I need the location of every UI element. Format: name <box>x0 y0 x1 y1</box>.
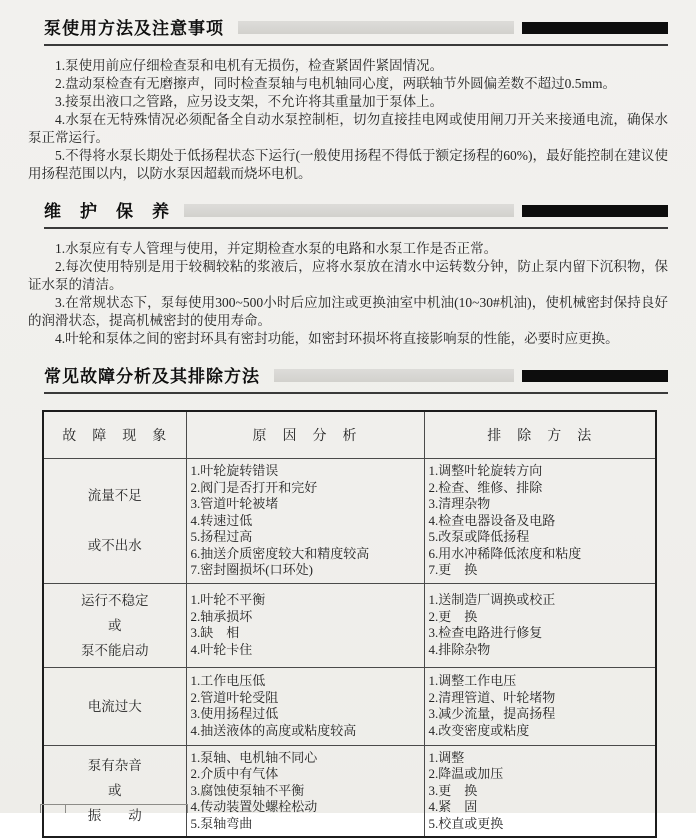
cell-line: 3.腐蚀使泵轴不平衡 <box>190 782 305 798</box>
paragraph: 1.泵使用前应仔细检查泵和电机有无损伤，检查紧固件紧固情况。 <box>55 58 444 73</box>
fault-phenomenon-cell <box>43 459 186 584</box>
cell-line: 或 <box>108 617 122 633</box>
decorative-black-bar <box>522 370 668 382</box>
table-row <box>43 583 656 667</box>
decorative-gray-bar <box>274 369 514 382</box>
cell-line: 2.阀门是否打开和完好 <box>190 479 318 495</box>
cause-analysis-cell <box>186 459 424 584</box>
maintenance-paragraphs <box>28 240 668 348</box>
cell-line: 泵不能启动 <box>81 642 149 658</box>
section-title: 泵使用方法及注意事项 <box>44 19 224 38</box>
section-title: 维 护 保 养 <box>44 202 170 221</box>
cell-line <box>48 508 182 533</box>
cell-line: 5.扬程过高 <box>190 529 253 544</box>
table-row <box>43 459 656 584</box>
fault-phenomenon-cell <box>43 667 186 745</box>
cell-line: 2.轴承损坏 <box>190 608 253 624</box>
cell-line: 振 动 <box>87 808 142 824</box>
cell-line: 5.改泵或降低扬程 <box>428 529 530 544</box>
cell-line: 4.排除杂物 <box>428 641 491 657</box>
cell-line: 或 <box>108 783 122 799</box>
paragraph: 3.在常规状态下，泵每使用300~500小时后应加注或更换油室中机油(10~30#机油)，使机械密封保持良好的润滑状态，提高机械密封的使用寿命。 <box>28 295 668 328</box>
cell-line: 2.介质中有气体 <box>190 766 279 781</box>
paragraph: 3.接泵出液口之管路，应另设支架，不允许将其重量加于泵体上。 <box>55 94 444 109</box>
cell-line: 泵有杂音 <box>87 758 142 774</box>
cell-line: 3.更 换 <box>428 782 478 798</box>
section-title: 常见故障分析及其排除方法 <box>44 367 260 386</box>
header-underline <box>44 44 668 46</box>
decorative-black-bar <box>522 205 668 217</box>
cell-line: 4.传动装置处螺栓松动 <box>190 799 318 814</box>
decorative-gray-bar <box>238 21 514 34</box>
cell-line: 4.叶轮卡住 <box>190 641 253 657</box>
column-header-remedy: 排 除 方 法 <box>424 411 656 459</box>
cell-line: 7.更 换 <box>428 562 478 577</box>
column-header-phenomenon: 故 障 现 象 <box>43 411 186 459</box>
header-underline <box>44 392 668 394</box>
paragraph: 4.叶轮和泵体之间的密封环具有密封功能，如密封环损坏将直接影响泵的性能，必要时应更换。 <box>55 331 619 346</box>
paragraph: 4.水泵在无特殊情况必须配备全自动水泵控制柜，切勿直接挂电网或使用闸刀开关来接通电流，确保水泵正常运行。 <box>28 112 668 145</box>
cell-line: 4.检查电器设备及电路 <box>428 512 556 528</box>
cell-line: 2.检查、维修、排除 <box>428 479 543 495</box>
paragraph: 2.每次使用特别是用于较稠较粘的浆液后，应将水泵放在清水中运转数分钟，防止泵内留下沉积物，保证水泵的清洁。 <box>28 259 668 292</box>
cell-line: 电流过大 <box>87 698 142 714</box>
cell-line: 或不出水 <box>87 538 142 554</box>
cell-line: 3.缺 相 <box>190 625 240 640</box>
cell-line: 3.清理杂物 <box>428 496 491 511</box>
cell-line: 1.泵轴、电机轴不同心 <box>190 749 318 765</box>
remedy-cell <box>424 667 656 745</box>
decorative-gray-bar <box>184 204 514 217</box>
fault-phenomenon-cell <box>43 745 186 837</box>
cell-line: 运行不稳定 <box>81 592 149 608</box>
paragraph: 2.盘动泵检查有无磨擦声，同时检查泵轴与电机轴同心度，两联轴节外圆偏差数不超过0.5mm。 <box>55 76 617 91</box>
cell-line: 2.更 换 <box>428 608 478 624</box>
header-underline <box>44 227 668 229</box>
cell-line: 1.叶轮旋转错误 <box>190 463 279 478</box>
cell-line: 2.管道叶轮受阻 <box>190 689 279 705</box>
remedy-cell <box>424 459 656 584</box>
cell-line: 4.转速过低 <box>190 512 253 528</box>
cell-line: 1.叶轮不平衡 <box>190 592 266 607</box>
paragraph: 5.不得将水泵长期处于低扬程状态下运行(一般使用扬程不得低于额定扬程的60%)，最好能控制在建议使用扬程范围以内，以防水泵因超载而烧坏电机。 <box>28 148 668 181</box>
cell-line: 2.降温或加压 <box>428 766 504 781</box>
cause-analysis-cell <box>186 583 424 667</box>
cause-analysis-cell <box>186 745 424 837</box>
cell-line: 3.减少流量，提高扬程 <box>428 706 556 721</box>
cell-line: 5.泵轴弯曲 <box>190 815 253 831</box>
partial-box-divider <box>65 805 66 813</box>
cell-line: 1.调整叶轮旋转方向 <box>428 463 543 478</box>
remedy-cell <box>424 745 656 837</box>
cell-line: 4.改变密度或粘度 <box>428 722 530 738</box>
paragraph: 1.水泵应有专人管理与使用，并定期检查水泵的电路和水泵工作是否正常。 <box>55 241 498 256</box>
fault-table-body <box>43 459 656 838</box>
table-row <box>43 745 656 837</box>
decorative-black-bar <box>522 22 668 34</box>
cell-line: 7.密封圈损坏(口环处) <box>190 562 313 577</box>
column-header-cause: 原 因 分 析 <box>186 411 424 459</box>
cell-line: 3.使用扬程过低 <box>190 706 279 721</box>
table-row <box>43 667 656 745</box>
cell-line: 4.抽送液体的高度或粘度较高 <box>190 722 357 738</box>
section-header-maintenance <box>44 197 668 222</box>
usage-paragraphs <box>28 57 668 183</box>
cell-line: 1.调整工作电压 <box>428 673 517 688</box>
fault-analysis-table <box>42 410 657 838</box>
cell-line: 流量不足 <box>87 488 142 504</box>
cell-line: 3.检查电路进行修复 <box>428 625 543 640</box>
cell-line: 4.紧 固 <box>428 799 478 814</box>
cell-line: 1.送制造厂调换或校正 <box>428 592 556 607</box>
cause-analysis-cell <box>186 667 424 745</box>
cell-line: 6.抽送介质密度较大和精度较高 <box>190 545 370 561</box>
cell-line: 3.管道叶轮被堵 <box>190 496 279 511</box>
fault-phenomenon-cell <box>43 583 186 667</box>
fault-table-head <box>43 411 656 459</box>
table-header-row <box>43 411 656 459</box>
remedy-cell <box>424 583 656 667</box>
cell-line: 1.工作电压低 <box>190 673 266 688</box>
cell-line: 2.清理管道、叶轮堵物 <box>428 689 556 705</box>
section-header-usage <box>44 14 668 39</box>
next-table-partial-box <box>40 804 188 813</box>
section-header-faults <box>44 362 668 387</box>
cell-line: 5.校直或更换 <box>428 815 504 831</box>
cell-line: 6.用水冲稀降低浓度和粘度 <box>428 545 582 561</box>
cell-line: 1.调整 <box>428 749 465 765</box>
